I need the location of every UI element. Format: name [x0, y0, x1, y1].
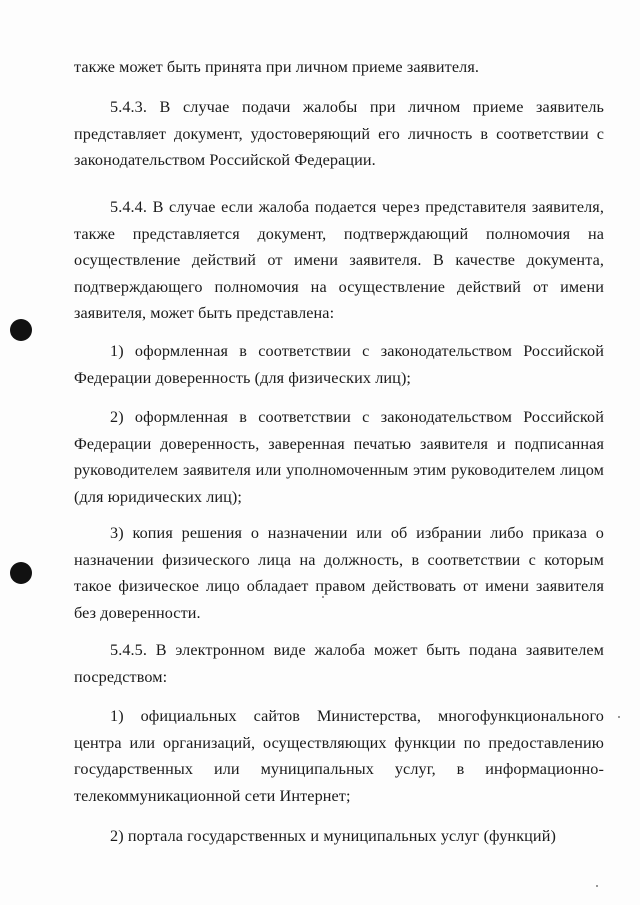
punch-hole-top [10, 319, 32, 341]
list-item-3-appointment-decision: 3) копия решения о назначении или об избрании либо приказа о назначении физического лица на должность, в соответствии с которым такое физическое лицо обладает правом действовать от имени заявителя без доверенности. [74, 524, 604, 622]
list-item-1-official-websites: 1) официальных сайтов Министерства, многофункционального центра или организаций, осуществляющих функции по предоставлению государственных или муниципальных услуг, в информационно-телекоммуникационной сети Интернет; [74, 707, 604, 805]
paragraph-continuation: также может быть принята при личном приеме заявителя. [74, 58, 480, 76]
scan-speck [596, 885, 598, 887]
list-item-1-individuals: 1) оформленная в соответствии с законодательством Российской Федерации доверенность (для физических лиц); [74, 342, 604, 387]
scan-speck [618, 716, 620, 718]
punch-hole-bottom [10, 562, 32, 584]
paragraph-5-4-5: 5.4.5. В электронном виде жалоба может быть подана заявителем посредством: [74, 641, 604, 686]
paragraph-5-4-3: 5.4.3. В случае подачи жалобы при личном приеме заявитель представляет документ, удостоверяющий его личность в соответствии с законодательством Российской Федерации. [74, 98, 604, 169]
list-item-2-legal-entities: 2) оформленная в соответствии с законодательством Российской Федерации доверенность, заверенная печатью заявителя и подписанная руководителем заявителя или уполномоченным этим руководителем лицом (для юридических лиц); [74, 408, 604, 506]
list-item-2-services-portal: 2) портала государственных и муниципальных услуг (функций) [110, 827, 556, 845]
paragraph-5-4-4: 5.4.4. В случае если жалоба подается через представителя заявителя, также представляется документ, подтверждающий полномочия на осуществление действий от имени заявителя. В качестве документа, подтверждающего полномочия на осуществление действий от имени заявителя, может быть представлена: [74, 198, 604, 322]
